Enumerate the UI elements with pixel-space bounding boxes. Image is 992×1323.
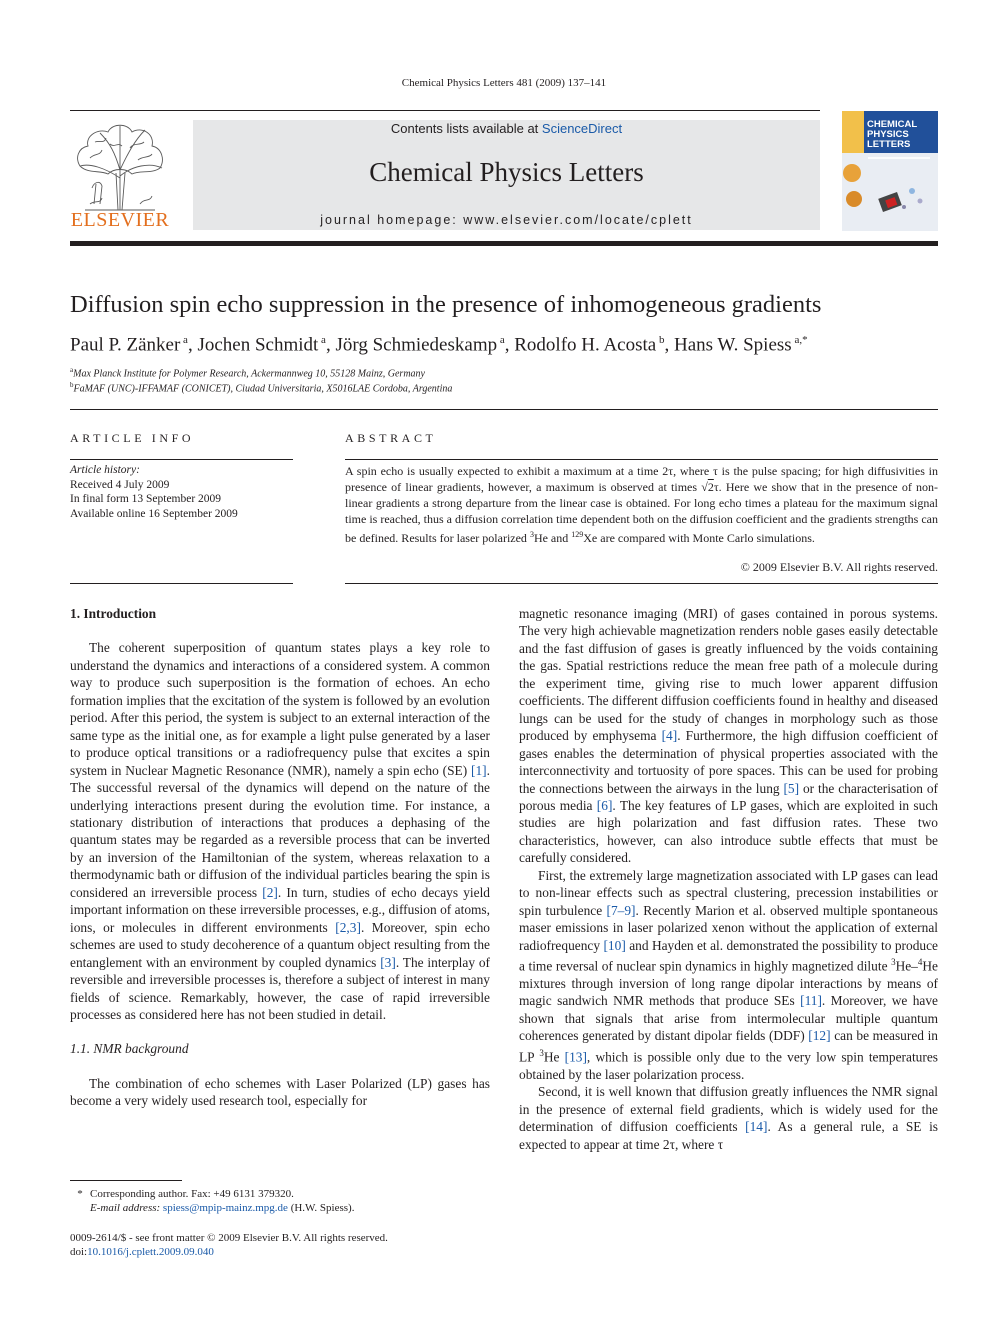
online-date: Available online 16 September 2009 (70, 507, 238, 520)
paragraph: The combination of echo schemes with Laser Polarized (LP) gases has become a very widely used research tool, especially for (70, 1075, 490, 1109)
journal-banner (193, 120, 820, 230)
reference-link[interactable]: [4] (661, 728, 678, 744)
elsevier-tree-logo (70, 118, 170, 214)
section-heading: 1. Introduction (70, 606, 157, 621)
received-date: Received 4 July 2009 (70, 478, 170, 491)
sqrt-radicand: 2 (707, 480, 714, 495)
paragraph-text: He (543, 1049, 565, 1065)
corresponding-author-note (70, 1187, 354, 1215)
author-list: Paul P. Zänker $^a$, Jochen Schmidt $^a$, Jörg Schmiedeskamp $^a$, Rodolfo H. Acosta $^b$, Hans W. Spiess $^{a,*}$ (70, 334, 808, 356)
cover-title-line: CHEMICAL (867, 119, 918, 130)
affiliation (70, 366, 425, 379)
author-name: Hans W. Spiess (673, 334, 792, 356)
journal-citation: Chemical Physics Letters 481 (2009) 137–141 (401, 77, 607, 89)
reference-link[interactable]: [1] (471, 762, 487, 778)
issn-line: 0009-2614/$ - see front matter © 2009 Elsevier B.V. All rights reserved. (70, 1232, 388, 1244)
page-footer (70, 1231, 388, 1259)
author-name: Jochen Schmidt (197, 334, 319, 356)
author-name: Jörg Schmiedeskamp (335, 334, 498, 356)
divider (70, 459, 293, 460)
paragraph-text: . Moreover, spin echo schemes are used to study decoherence of a quantum object resulting from the entanglement with an environment by coupled dynamics (70, 919, 490, 970)
journal-title: Chemical Physics Letters (369, 157, 644, 187)
paragraph-text: . The interplay of reversible and irreversible processes is, therefore a subject of interest in many fields of science. Remarkably, however, the case of rapid irreversible processes as considered here has not been studied in detail. (70, 954, 491, 1022)
divider (70, 409, 938, 410)
abstract-body (345, 463, 938, 546)
sciencedirect-link[interactable]: ScienceDirect (541, 121, 623, 136)
paragraph (519, 867, 938, 1083)
cover-title-line: LETTERS (867, 139, 911, 150)
reference-link[interactable]: [7–9] (606, 902, 636, 918)
paragraph-text: . In turn, studies of echo decays yield important information on these irreversible processes, e.g., diffusion of atoms, ions, or molecules in different environments (70, 884, 490, 935)
affiliation-text: FaMAF (UNC)-IFFAMAF (CONICET), Ciudad Universitaria, X5016LAE Cordoba, Argentina (73, 383, 453, 395)
author-affil-marker: a,* (794, 334, 808, 346)
paragraph-text: magnetic resonance imaging (MRI) of gases contained in porous systems. The very high achievable magnetization renders noble gases easily detectable and the fast diffusion of gases is greatly influenced by the voids containing the gas. Spatial restrictions reduce the mean free path of a molecule during the experiment time, giving rise to much lower apparent diffusion coefficients. The different diffusion coefficients found in healthy and diseased lungs can be used for the study of changes in morphology such as those produced by emphysema (519, 606, 938, 744)
reference-link[interactable]: [13] (564, 1049, 587, 1065)
article-title: Diffusion spin echo suppression in the presence of inhomogeneous gradients (70, 291, 822, 318)
paragraph-text: He mixtures through inversion of long range dipolar interactions by means of magic sandwich NMR methods that produce SEs (519, 958, 938, 1009)
abstract-text: He and (533, 531, 572, 546)
email-label: E-mail address: (90, 1202, 161, 1214)
author-name: Paul P. Zänker (70, 334, 181, 356)
cover-title (867, 120, 917, 150)
affiliation-marker: a (70, 366, 74, 374)
author-affil-marker: a (499, 334, 505, 346)
isotope-superscript: 4 (917, 957, 923, 968)
footnote-rule (70, 1180, 182, 1181)
article-history (70, 463, 238, 521)
elsevier-wordmark: ELSEVIER (70, 209, 170, 231)
paragraph-text: First, the extremely large magnetization associated with LP gases can lead to non-linear effects such as spectral clustering, precession instabilities or spin turbulence (519, 867, 938, 918)
abstract-copyright: © 2009 Elsevier B.V. All rights reserved. (740, 560, 938, 574)
paragraph-text: The coherent superposition of quantum states plays a key role to understand the dynamics and interactions of a considered system. A common way to produce such superposition is the formation of echoes. An echo formation implies that the excitation of the system is followed by an evolution period. After this period, the system is subject to an external interaction of the same type as the initial one, as for example a light pulse generated by a laser to produce optical transitions or a radiofrequency pulse that excites a spin system in Nuclear Magnetic Resonance (NMR), namely a spin echo (SE) (70, 640, 490, 778)
cover-title-line: PHYSICS (867, 129, 909, 140)
footnote-marker: * (77, 1188, 83, 1200)
subsection-heading: 1.1. NMR background (70, 1041, 189, 1057)
author-affil-marker: b (658, 334, 665, 346)
paragraph-text: . The successful reversal of the dynamics will depend on the nature of the underlying interactions present during the evolution time. For instance, a stationary distribution of interactions that produces a dephasing of the quantum states may be regarded as a reversible process that can be inverted by an inversion of the Hamiltonian of the system, whereas relaxation to a thermodynamic bath or diffusion of the individual particles bearing the spin is considered an irreversible process (70, 762, 490, 900)
masthead-rule (70, 241, 938, 246)
author-affil-marker: a (183, 334, 188, 346)
abstract-text: τ. Here we show that in the presence of non-linear gradients a strong departure from the linear case is obtained. For long echo times a plateau for the maximum signal time is reached, thus a diffusion correlation time dependent both on the diffusion coefficient and the gradients strengths can be defined. Results for laser polarized (345, 480, 939, 546)
paragraph (519, 605, 938, 867)
abstract-text: A spin echo is usually expected to exhibit a maximum at a time 2τ, where τ is the pulse spacing; for high diffusivities in presence of linear gradients, however, a maximum is observed at times (345, 464, 938, 495)
paragraph (519, 1083, 938, 1153)
article-info-heading: ARTICLE INFO (70, 431, 195, 445)
reference-link[interactable]: [6] (596, 797, 613, 813)
reference-link[interactable]: [5] (783, 780, 800, 796)
paragraph-text: Second, it is well known that diffusion greatly influences the NMR signal in the presence of external field gradients, which is widely used for the determination of diffusion coefficients (519, 1084, 938, 1135)
reference-link[interactable]: [10] (603, 937, 626, 953)
isotope-superscript: 129 (571, 530, 584, 540)
email-link[interactable]: spiess@mpip-mainz.mpg.de (162, 1202, 288, 1214)
affiliation-marker: b (70, 381, 74, 389)
divider (345, 583, 938, 584)
paragraph-text: He– (895, 958, 918, 974)
reference-link[interactable]: [12] (808, 1028, 831, 1044)
footnote-text: (H.W. Spiess). (287, 1202, 355, 1214)
paragraph (70, 639, 490, 1023)
isotope-superscript: 3 (539, 1047, 544, 1058)
reference-link[interactable]: [2,3] (335, 919, 361, 935)
journal-homepage[interactable]: journal homepage: www.elsevier.com/locate/cplett (320, 213, 693, 227)
isotope-superscript: 3 (891, 957, 896, 968)
divider (345, 459, 938, 460)
reference-link[interactable]: [11] (800, 993, 822, 1009)
contents-available (193, 121, 820, 136)
header-rule (70, 110, 820, 111)
contents-prefix: Contents lists available at (390, 121, 542, 136)
paragraph-text: . Recently Marion et al. observed multiple spontaneous maser emissions in laser polarized xenon without the application of external radiofrequency (519, 902, 939, 953)
paragraph-text: . Moreover, we have shown that signals that arise from intermolecular multiple quantum coherences generated by distant dipolar fields (DDF) (519, 993, 939, 1044)
reference-link[interactable]: [2] (262, 884, 278, 900)
reference-link[interactable]: [14] (745, 1119, 768, 1135)
isotope-superscript: 3 (529, 530, 534, 540)
revised-date: In final form 13 September 2009 (70, 493, 222, 505)
paragraph-text: , which is possible only due to the very low spin temperatures obtained by the laser polarization process. (519, 1049, 938, 1082)
author-affil-marker: a (321, 334, 326, 346)
history-label: Article history: (70, 464, 140, 476)
divider (70, 583, 293, 584)
left-column (70, 605, 490, 1110)
doi-label: doi: (70, 1246, 88, 1258)
abstract-heading: ABSTRACT (345, 431, 437, 445)
affiliation (70, 381, 452, 394)
paragraph-text: . The key features of LP gases, which are exploited in such studies are high polarization and fast diffusion rates. These two characteristics, however, can also introduce subtle effects that must be carefully considered. (519, 797, 938, 866)
author-name: Rodolfo H. Acosta (514, 334, 657, 356)
doi-link[interactable]: 10.1016/j.cplett.2009.09.040 (87, 1246, 214, 1258)
paragraph-text: or the characterisation of porous media (519, 780, 938, 813)
paragraph-text: and Hayden et al. demonstrated the possibility to produce a time reversal of nuclear spin dynamics in highly magnetized dilute (519, 937, 938, 974)
reference-link[interactable]: [3] (380, 954, 396, 970)
paragraph-text: . As a general rule, a SE is expected to appear at time 2τ, where τ (519, 1119, 938, 1152)
affiliation-text: Max Planck Institute for Polymer Research, Ackermannweg 10, 55128 Mainz, Germany (73, 368, 425, 380)
paragraph-text: . Furthermore, the high diffusion coefficient of gases enables the determination of physical properties associated with the interconnectivity and tortuosity of pore spaces. This can be used for probing the connections between the airways in the lung (519, 728, 938, 796)
right-column (519, 605, 938, 1153)
journal-cover-thumbnail (842, 111, 938, 231)
sqrt-symbol: √2 (701, 480, 714, 495)
footnote-text: Corresponding author. Fax: +49 6131 379320. (90, 1188, 294, 1200)
abstract-text: Xe are compared with Monte Carlo simulations. (583, 531, 815, 546)
paragraph-text: can be measured in LP (519, 1028, 938, 1065)
